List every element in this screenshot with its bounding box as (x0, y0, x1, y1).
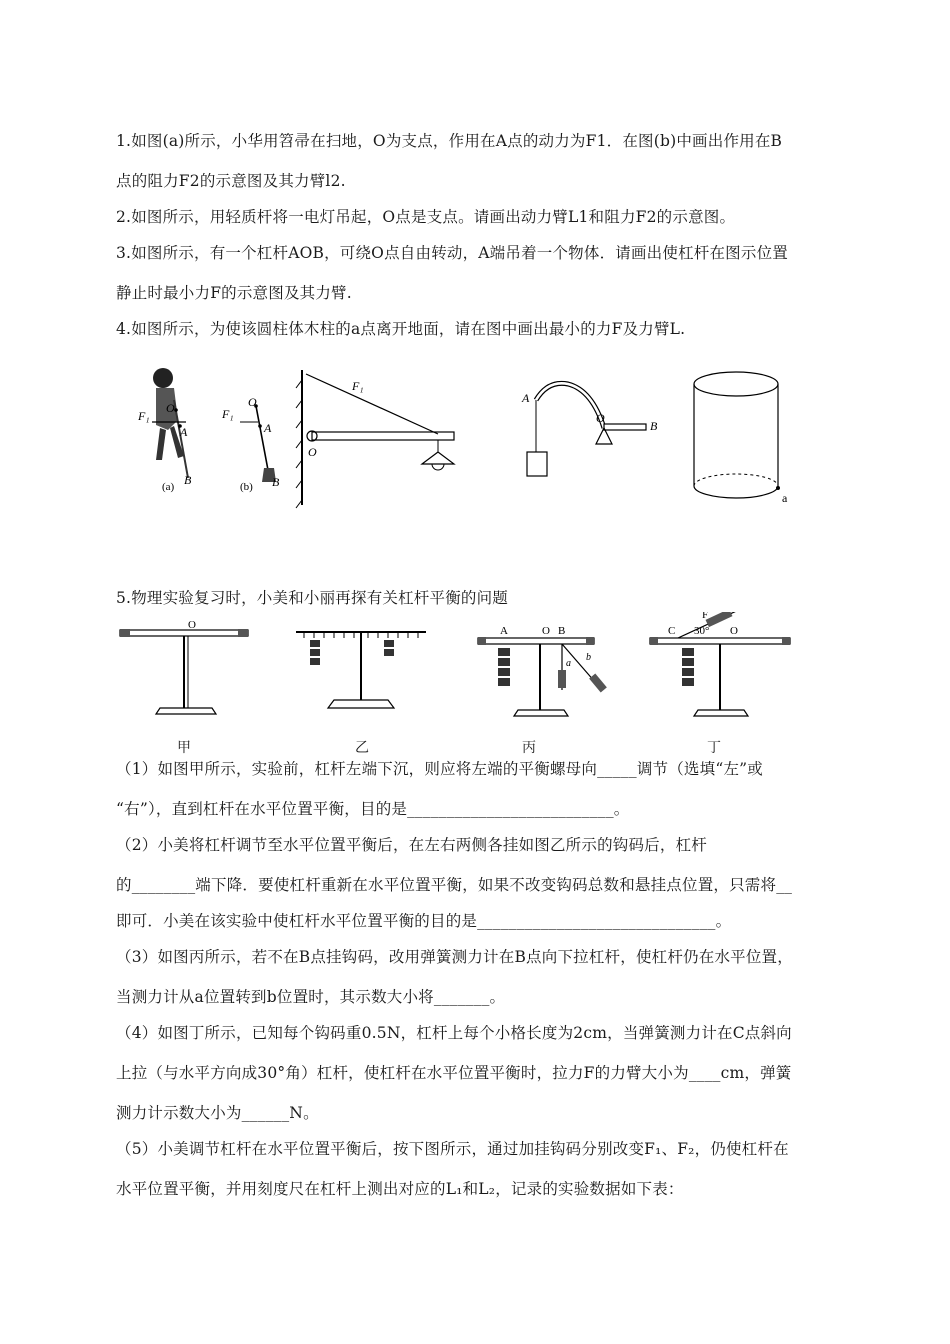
p4-line-1: （4）如图丁所示，已知每个钩码重0.5N，杠杆上每个小格长度为2cm，当弹簧测力计在C点斜向 (116, 1024, 792, 1042)
p2-line-3: 即可．小美在该实验中使杠杆水平位置平衡的目的是______________________________。 (116, 912, 732, 930)
caption-bing: 丙 (522, 740, 536, 756)
fig-b-B: B (272, 475, 280, 489)
figure-row-1 (116, 360, 816, 515)
lamp-O: O (308, 445, 317, 459)
aob-O: O (596, 411, 605, 425)
aob-A: A (522, 391, 530, 405)
p1-line-2: “右”），直到杠杆在水平位置平衡，目的是__________________________。 (116, 800, 630, 818)
p1-line-1: （1）如图甲所示，实验前，杠杆左端下沉，则应将左端的平衡螺母向_____调节（选填“左”或 (116, 760, 763, 778)
ding-C: C (668, 625, 676, 637)
ding-O: O (730, 625, 738, 637)
fig-a-O: O (166, 401, 175, 415)
p4-line-2: 上拉（与水平方向成30°角）杠杆，使杠杆在水平位置平衡时，拉力F的力臂大小为____cm，弹簧 (116, 1064, 792, 1082)
bing-O: O (542, 625, 550, 637)
bing-a: a (566, 658, 571, 669)
q1-line-2: 点的阻力F2的示意图及其力臂l2. (116, 172, 346, 190)
cylinder-a: a (782, 491, 788, 505)
caption-ding: 丁 (707, 740, 721, 756)
p2-line-2: 的________端下降．要使杠杆重新在水平位置平衡，如果不改变钩码总数和悬挂点位置，只需将__ (116, 876, 793, 894)
q4-text: 4.如图所示，为使该圆柱体木柱的a点离开地面，请在图中画出最小的力F及力臂L. (116, 320, 686, 338)
q3-line-1: 3.如图所示，有一个杠杆AOB，可绕O点自由转动，A端吊着一个物体．请画出使杠杆在图示位置 (116, 244, 788, 262)
p4-line-3: 测力计示数大小为______N。 (116, 1104, 319, 1122)
fig-b-A: A (264, 421, 272, 435)
p5-line-1: （5）小美调节杠杆在水平位置平衡后，按下图所示，通过加挂钩码分别改变F₁、F₂，仍使杠杆在 (116, 1140, 789, 1158)
caption-yi: 乙 (355, 740, 369, 756)
p3-line-1: （3）如图丙所示，若不在B点挂钩码，改用弹簧测力计在B点向下拉杠杆，使杠杆仍在水平位置， (116, 948, 793, 966)
fig-b-O: O (248, 395, 257, 409)
p3-line-2: 当测力计从a位置转到b位置时，其示数大小将_______。 (116, 988, 506, 1006)
fig-b-caption: (b) (240, 481, 253, 493)
fig-a-caption: (a) (162, 481, 175, 493)
ding-F: F (702, 612, 709, 621)
bing-B: B (558, 625, 566, 637)
fig-b-F1: F₁ (222, 407, 234, 421)
p2-line-1: （2）小美将杠杆调节至水平位置平衡后，在左右两侧各挂如图乙所示的钩码后，杠杆 (116, 836, 707, 854)
q5-text: 5.物理实验复习时，小美和小丽再探有关杠杆平衡的问题 (116, 589, 508, 607)
ding-angle: 30° (694, 625, 710, 637)
lever-bing (478, 637, 607, 716)
lever-yi (296, 632, 426, 708)
p5-line-2: 水平位置平衡，并用刻度尺在杠杆上测出对应的L₁和L₂，记录的实验数据如下表： (116, 1180, 684, 1198)
lamp-F1: F₁ (352, 379, 364, 393)
figure-a-boy-sweeping (116, 360, 816, 515)
q2-text: 2.如图所示，用轻质杆将一电灯吊起，O点是支点。请画出动力臂L1和阻力F2的示意图。 (116, 208, 736, 226)
fig-a-F1: F₁ (138, 409, 150, 423)
jia-O: O (188, 619, 196, 631)
fig-a-B: B (184, 473, 192, 487)
q3-line-2: 静止时最小力F的示意图及其力臂. (116, 284, 352, 302)
q1-line-1: 1.如图(a)所示，小华用笤帚在扫地，O为支点，作用在A点的动力为F1．在图(b)中画出作用在B (116, 132, 783, 150)
lever-jia (120, 629, 248, 714)
figure-row-2 (116, 612, 796, 724)
caption-jia: 甲 (177, 740, 191, 756)
fig-a-A: A (180, 425, 188, 439)
bing-A: A (500, 625, 508, 637)
aob-B: B (650, 419, 658, 433)
bing-b: b (586, 652, 591, 663)
